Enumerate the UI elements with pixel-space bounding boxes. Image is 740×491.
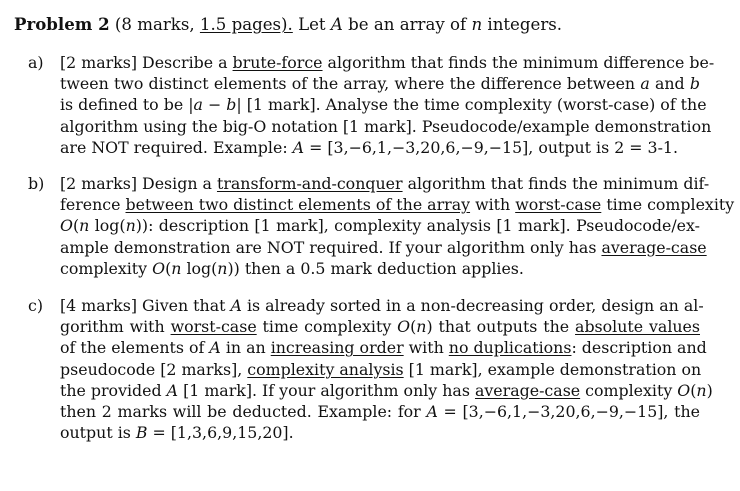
math-symbol: A [209, 338, 221, 358]
text-segment: [1 mark], example demonstration on [403, 359, 702, 379]
underlined-term: transform-and-conquer [216, 174, 403, 193]
text-segment: ( [690, 380, 697, 400]
underlined-term: average-case [474, 380, 581, 400]
underlined-term: absolute values [575, 317, 700, 337]
text-segment: is defined to be | [60, 95, 194, 115]
math-symbol: b [226, 95, 237, 115]
text-line [60, 359, 700, 380]
text-line [60, 73, 700, 94]
text-line [60, 316, 700, 337]
text-segment: [1 mark]. If your algorithm only has [178, 380, 475, 400]
text-segment: the provided [60, 380, 167, 400]
math-symbol: O [60, 216, 73, 236]
problem-heading [14, 14, 562, 35]
text-line [60, 380, 713, 401]
math-symbol: n [696, 380, 707, 400]
math-symbol: n [79, 216, 90, 236]
text-segment: time complexity [256, 317, 398, 337]
text-line [60, 52, 715, 73]
part-body [60, 295, 713, 443]
text-line [60, 173, 710, 194]
text-segment: in an [220, 338, 271, 358]
math-symbol: n [171, 258, 182, 278]
math-symbol: a [193, 95, 203, 115]
math-symbol: n [217, 258, 228, 278]
math-symbol: B [135, 423, 148, 443]
math-symbol: A [230, 296, 242, 315]
text-segment: )): description [1 mark], complexity analysis [1 mark]. Pseudocode/ex- [135, 216, 700, 236]
text-segment: [2 marks] Design a [60, 174, 217, 193]
underlined-term: worst-case [170, 317, 257, 337]
text-line [60, 237, 707, 258]
text-segment: complexity [580, 380, 678, 400]
text-segment: [4 marks] Given that [60, 296, 231, 315]
text-segment: )) then a 0.5 mark deduction applies. [227, 258, 524, 278]
text-segment: = [3,−6,1,−3,20,6,−9,−15], output is 2 = 3-1. [304, 137, 678, 157]
math-symbol: O [152, 258, 166, 278]
text-segment: ample demonstration are NOT required. If your algorithm only has [60, 237, 602, 257]
text-segment: complexity [60, 258, 153, 278]
text-segment: = [1,3,6,9,15,20]. [147, 423, 294, 443]
math-symbol: a [640, 74, 650, 94]
underlined-term: no duplications [448, 338, 572, 358]
text-segment: tween two distinct elements of the array, where the difference between [60, 74, 641, 94]
math-symbol: A [292, 137, 305, 157]
part-label: c) [28, 296, 44, 315]
problem-intro: Let A be an array of n integers. [298, 15, 563, 34]
text-segment: | [1 mark]. Analyse the time complexity (worst-case) of the [236, 95, 707, 115]
text-segment: and [649, 74, 690, 94]
problem-marks: (8 marks, [114, 15, 195, 34]
underlined-term: complexity analysis [247, 359, 404, 379]
part-body [60, 52, 715, 158]
text-line [60, 337, 707, 358]
text-line [60, 116, 712, 137]
text-segment: ) that outputs the [426, 317, 576, 337]
part-label: a) [28, 53, 44, 72]
text-line [60, 215, 700, 236]
underlined-term: between two distinct elements of the array [125, 195, 471, 215]
text-segment: gorithm with [60, 317, 171, 337]
text-line [60, 295, 704, 316]
math-symbol: A [426, 401, 438, 421]
part-body [60, 173, 735, 279]
text-line [60, 94, 707, 115]
text-segment: with [403, 338, 449, 358]
text-segment: algorithm using the big-O notation [1 mark]. Pseudocode/example demonstration [60, 116, 712, 136]
text-segment: ( [72, 216, 80, 236]
text-line [60, 194, 735, 215]
text-segment: log( [89, 216, 126, 236]
text-line [60, 401, 700, 422]
text-segment: ) [706, 380, 713, 400]
text-segment: algorithm that finds the minimum difference be- [322, 53, 715, 72]
math-symbol: n [125, 216, 136, 236]
math-symbol: n [416, 317, 427, 337]
text-line [60, 258, 700, 279]
underlined-term: brute-force [232, 53, 323, 72]
text-line [60, 422, 700, 443]
text-segment: log( [181, 258, 218, 278]
text-segment: [2 marks] Describe a [60, 53, 233, 72]
underlined-term: worst-case [515, 195, 602, 215]
text-segment: − [202, 95, 227, 115]
text-segment: are NOT required. Example: [60, 137, 293, 157]
text-segment: of the elements of [60, 338, 210, 358]
text-line [60, 137, 700, 158]
underlined-term: increasing order [270, 338, 404, 358]
math-symbol: A [166, 380, 179, 400]
problem-number: Problem 2 [14, 14, 110, 34]
text-segment: pseudocode [2 marks], [60, 359, 248, 379]
text-segment: = [3,−6,1,−3,20,6,−9,−15], the [437, 401, 700, 421]
underlined-term: average-case [601, 237, 707, 257]
part-label: b) [28, 174, 45, 193]
text-segment: : description and [571, 338, 707, 358]
text-segment: ( [165, 258, 172, 278]
text-segment: with [470, 195, 516, 215]
math-symbol: O [397, 317, 411, 337]
text-segment: time complexity [601, 195, 735, 215]
text-segment: output is [60, 423, 136, 443]
text-segment: then 2 marks will be deducted. Example: for [60, 401, 427, 421]
text-segment: ference [60, 195, 126, 215]
text-segment: algorithm that finds the minimum dif- [402, 174, 710, 193]
problem-pages: 1.5 pages). [199, 15, 293, 34]
math-symbol: b [689, 74, 701, 94]
text-segment: ( [410, 317, 417, 337]
text-segment: is already sorted in a non-decreasing order, design an al- [241, 296, 704, 315]
math-symbol: O [677, 380, 691, 400]
